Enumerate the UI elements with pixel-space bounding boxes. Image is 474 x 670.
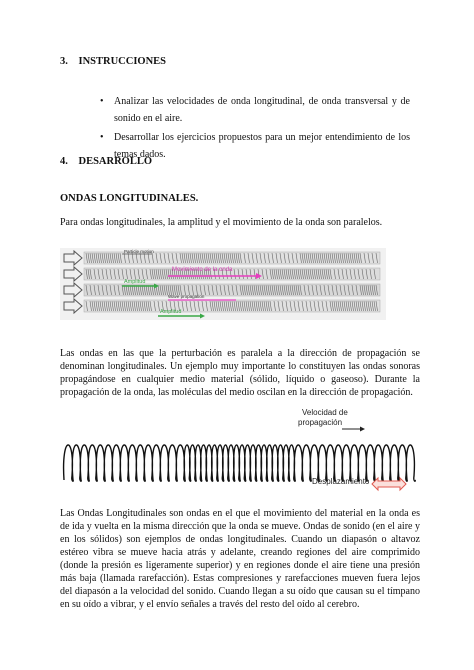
hand-icon bbox=[64, 299, 82, 313]
section-4-title: DESARROLLO bbox=[78, 156, 153, 167]
section-3-number: 3. bbox=[60, 56, 68, 67]
hand-icon bbox=[64, 267, 82, 281]
spring-diagram bbox=[60, 400, 420, 500]
subheading: ONDAS LONGITUDINALES. bbox=[60, 193, 199, 204]
hand-icon bbox=[64, 251, 82, 265]
list-item bbox=[100, 93, 410, 127]
wave-diagram bbox=[60, 248, 386, 320]
instructions-list bbox=[100, 93, 410, 165]
amplitude-label-top: Amplitud bbox=[124, 279, 146, 285]
spring-coil bbox=[64, 445, 416, 481]
bullet-icon: • bbox=[100, 96, 104, 107]
paragraph-definition: Las ondas en las que la perturbación es paralela a la dirección de propagación se denominan longitudinales. Un ejemplo muy importante lo constituyen las ondas sonoras propagándose en cualquier medio material (sólido, líquido o gaseoso). Durante la propagación de la onda, las moléculas del medio oscilan en la dirección de propagación. bbox=[60, 348, 420, 398]
bullet-text: Desarrollar los ejercicios propuestos para un mejor entendimiento de los temas dados. bbox=[114, 132, 410, 160]
section-4-number: 4. bbox=[60, 156, 68, 167]
section-4-heading bbox=[60, 156, 152, 167]
wave-movement-label: Movimiento de la onda bbox=[172, 267, 233, 273]
displacement-label: Desplazamiento bbox=[312, 477, 370, 486]
velocity-label-line2: propagación bbox=[298, 418, 343, 427]
velocity-label-line1: Velocidad de bbox=[302, 408, 348, 417]
bullet-icon: • bbox=[100, 132, 104, 143]
section-3-heading bbox=[60, 56, 166, 67]
displacement-double-arrow-icon bbox=[372, 478, 406, 490]
intro-paragraph: Para ondas longitudinales, la amplitud y el movimiento de la onda son paralelos. bbox=[60, 217, 383, 228]
spring-figure bbox=[60, 400, 420, 500]
paragraph-explanation: Las Ondas Longitudinales son ondas en el que el movimiento del material en la onda es de ida y vuelta en la misma dirección que la onda se mueve. Ondas de sonido (en el aire y en los sólidos) son ejemplos de ondas longitudinales. Cuando un diapasón o altavoz estéreo vibra se mueve hacia atrás y adelante, creando regiones del aire comprimido (donde la presión es ligeramente superior) y en regiones donde el aire tiene una presión más baja (llamada rarefacción). Estas compresiones y rarefacciones mueven fuera lejos del diapasón a la velocidad del sonido. Cuando llegan a su oído que causan su el tímpano en su oído a vibrar, y el envío señales a través del resto del oído al cerebro. bbox=[60, 508, 420, 610]
hand-icon bbox=[64, 283, 82, 297]
bullet-text: Analizar las velocidades de onda longitudinal, de onda transversal y de sonido en el aire. bbox=[114, 96, 410, 124]
longitudinal-wave-figure bbox=[60, 248, 386, 320]
particle-motion-label: Particle motion bbox=[124, 249, 154, 254]
amplitude-label-bottom: Amplitud bbox=[160, 309, 182, 315]
section-3-title: INSTRUCCIONES bbox=[78, 56, 167, 67]
wave-propagation-label: Wave propagation bbox=[168, 294, 205, 299]
